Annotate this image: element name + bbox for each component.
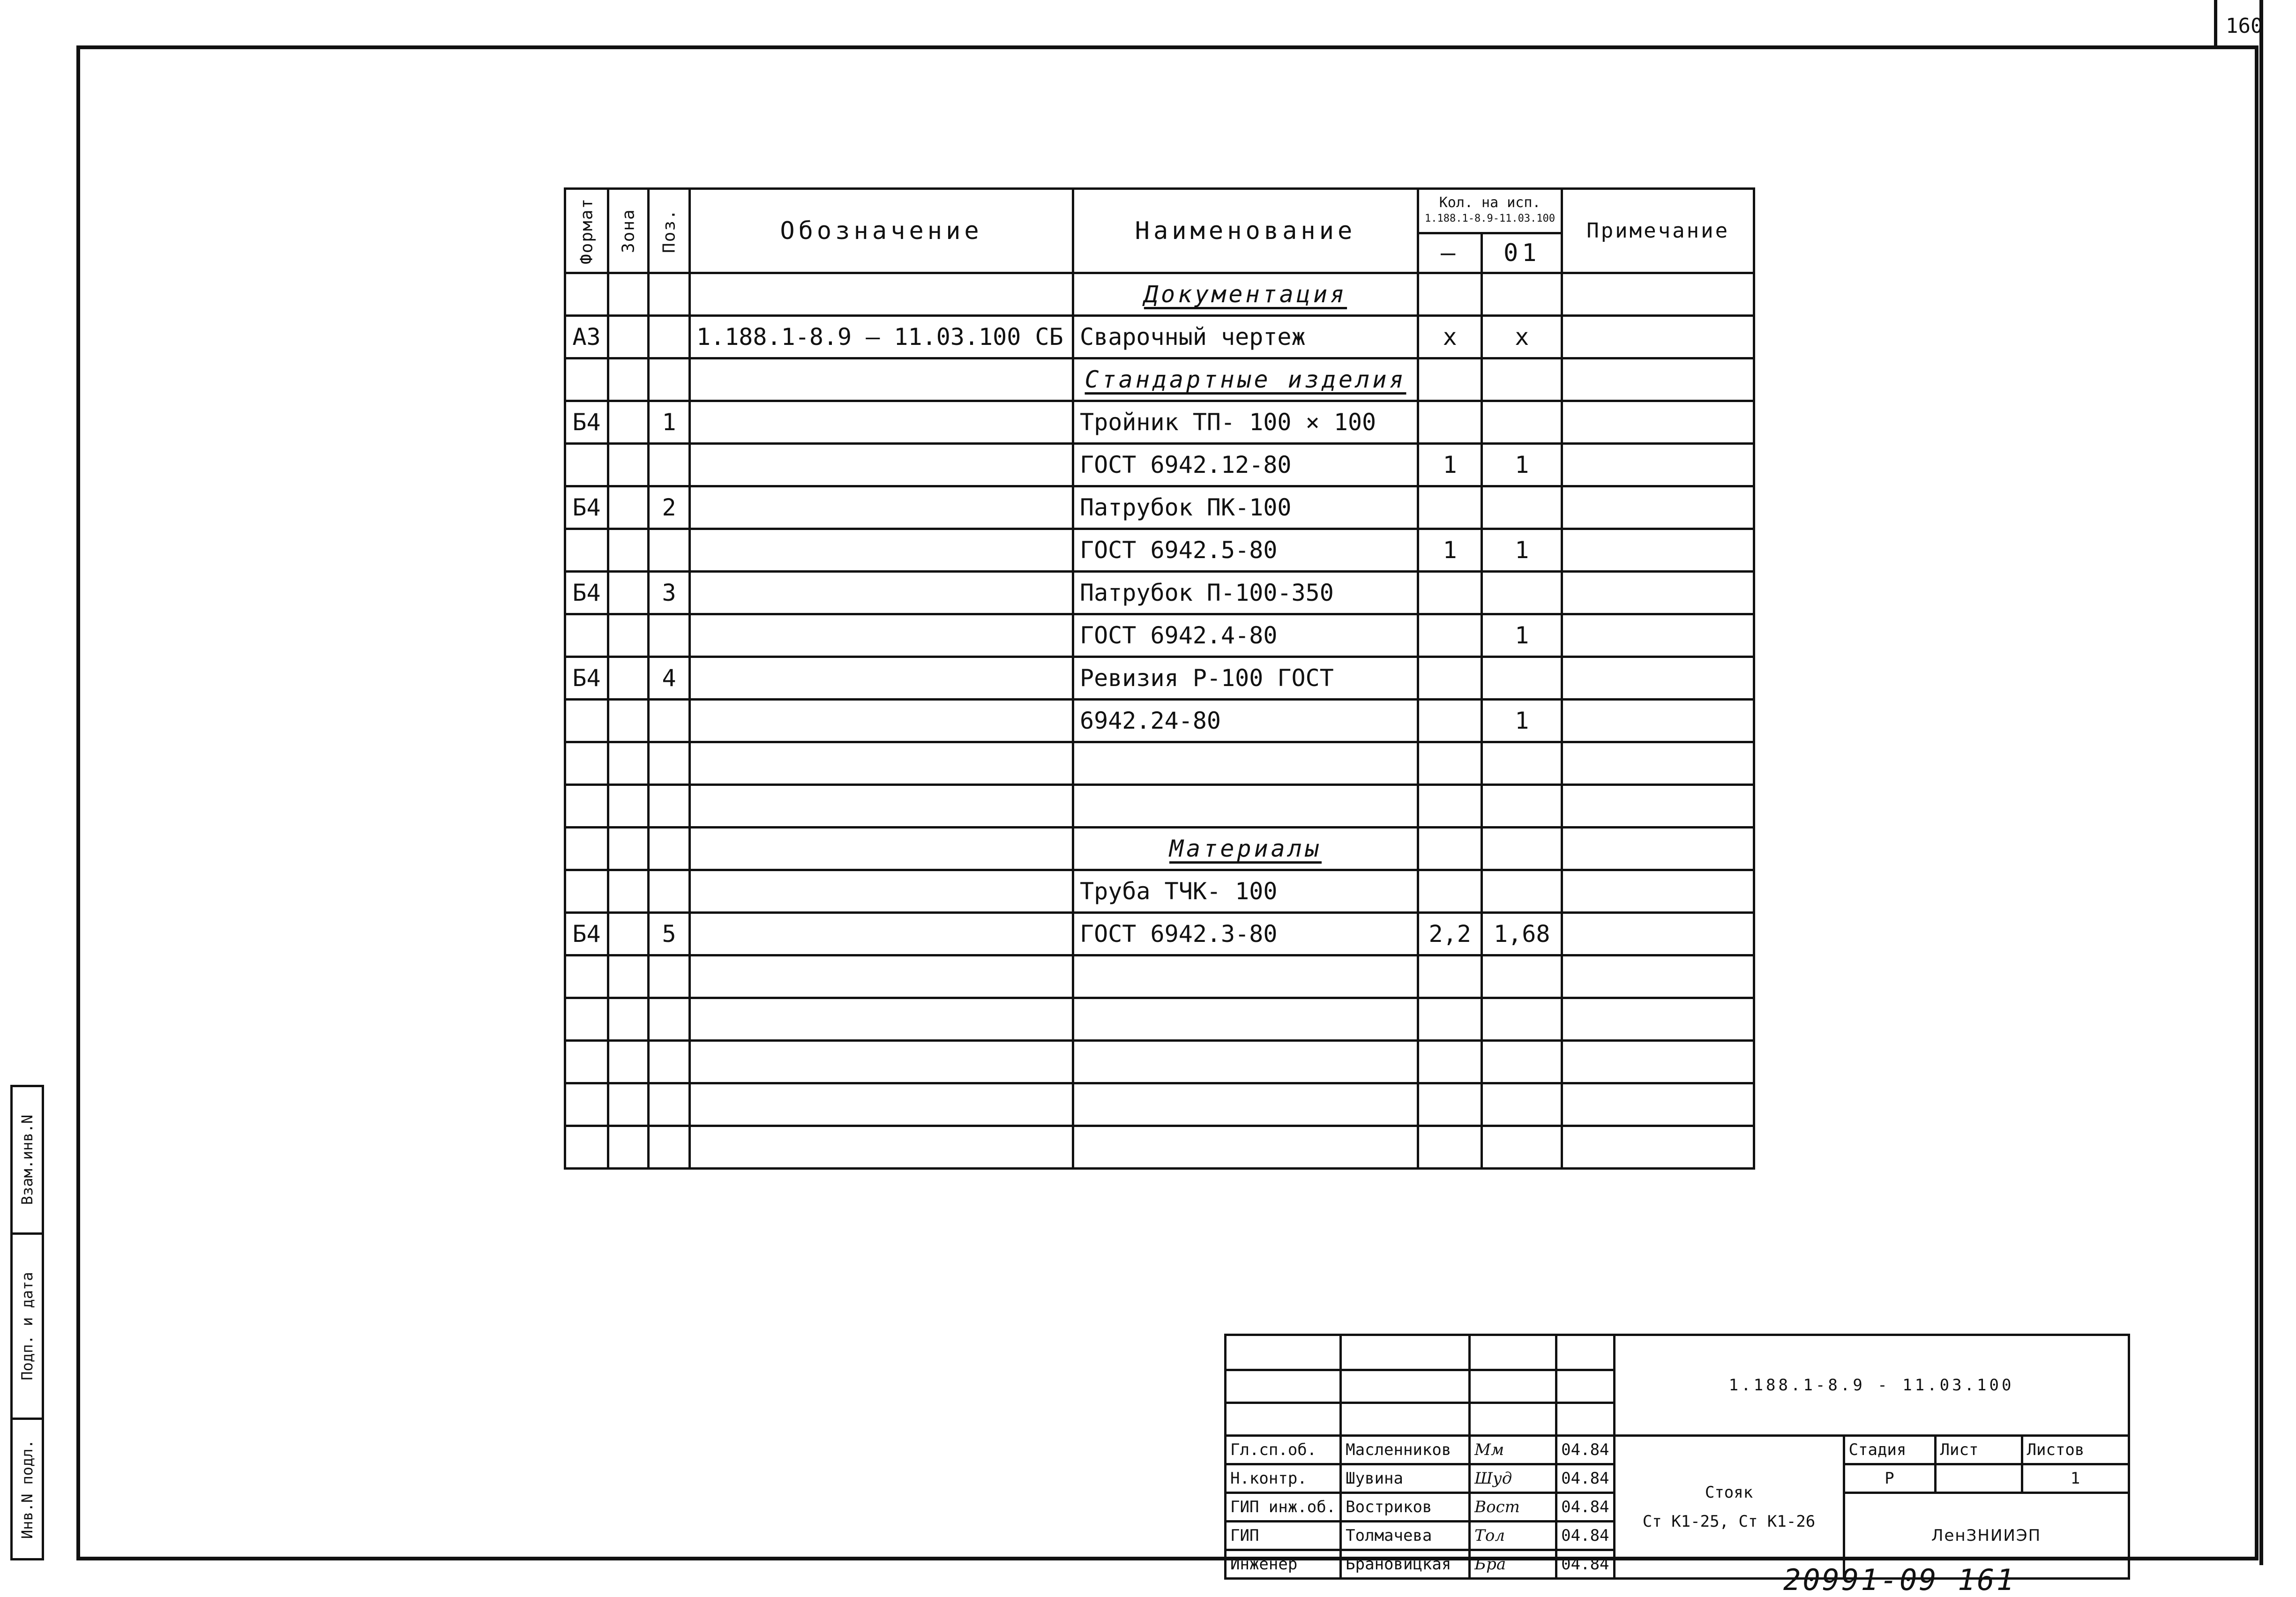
spec-row — [565, 870, 1754, 913]
row-zone — [608, 785, 649, 828]
row-qty2 — [1482, 657, 1562, 700]
row-qty2 — [1482, 955, 1562, 998]
staff-signature: Шуд — [1470, 1464, 1556, 1493]
row-zone — [608, 955, 649, 998]
spec-row — [565, 273, 1754, 316]
spec-row — [565, 572, 1754, 614]
row-designation — [690, 785, 1073, 828]
row-format: А3 — [565, 316, 608, 358]
row-zone — [608, 614, 649, 657]
spec-row — [565, 998, 1754, 1041]
row-note — [1562, 572, 1754, 614]
row-designation — [690, 401, 1073, 444]
row-zone — [608, 1041, 649, 1083]
row-designation — [690, 955, 1073, 998]
row-format — [565, 1083, 608, 1126]
row-qty1 — [1418, 486, 1482, 529]
row-designation — [690, 572, 1073, 614]
row-format: Б4 — [565, 572, 608, 614]
row-format — [565, 955, 608, 998]
row-zone — [608, 657, 649, 700]
spec-row — [565, 742, 1754, 785]
header-qty-col2: 01 — [1482, 233, 1562, 273]
row-qty2: 1 — [1482, 614, 1562, 657]
staff-name: Брановицкая — [1341, 1550, 1470, 1579]
spec-row — [565, 657, 1754, 700]
staff-signature: Вост — [1470, 1493, 1556, 1522]
row-qty1 — [1418, 998, 1482, 1041]
row-pos — [649, 955, 690, 998]
row-format — [565, 1041, 608, 1083]
row-name — [1073, 998, 1418, 1041]
row-format — [565, 444, 608, 486]
row-qty2 — [1482, 785, 1562, 828]
staff-name: Востриков — [1341, 1493, 1470, 1522]
spec-row — [565, 401, 1754, 444]
spec-row — [565, 316, 1754, 358]
row-pos — [649, 358, 690, 401]
row-pos: 2 — [649, 486, 690, 529]
side-vzam-inv: Взам.инв.N — [10, 1085, 44, 1235]
row-note — [1562, 742, 1754, 785]
row-format: Б4 — [565, 913, 608, 955]
row-pos: 1 — [649, 401, 690, 444]
spec-row — [565, 913, 1754, 955]
archive-number: 20991-09 161 — [1783, 1563, 2016, 1597]
sheet-number: 160 — [2226, 14, 2263, 38]
staff-role: Н.контр. — [1226, 1464, 1341, 1493]
row-name: Документация — [1073, 273, 1418, 316]
row-name: Патрубок П-100-350 — [1073, 572, 1418, 614]
spec-table-body — [565, 273, 1754, 1169]
row-name: 6942.24-80 — [1073, 700, 1418, 742]
row-qty1 — [1418, 273, 1482, 316]
row-name: Тройник ТП- 100 × 100 — [1073, 401, 1418, 444]
row-designation — [690, 1041, 1073, 1083]
row-note — [1562, 870, 1754, 913]
row-zone — [608, 1083, 649, 1126]
row-note — [1562, 401, 1754, 444]
row-qty1 — [1418, 401, 1482, 444]
row-pos — [649, 273, 690, 316]
staff-role: Гл.сп.об. — [1226, 1436, 1341, 1464]
row-qty1 — [1418, 1126, 1482, 1169]
stage-value: Р — [1844, 1464, 1935, 1493]
row-qty1 — [1418, 870, 1482, 913]
row-designation — [690, 657, 1073, 700]
row-note — [1562, 828, 1754, 870]
row-qty1 — [1418, 955, 1482, 998]
staff-role: Инженер — [1226, 1550, 1341, 1579]
row-zone — [608, 998, 649, 1041]
row-qty2: 1 — [1482, 444, 1562, 486]
row-designation — [690, 529, 1073, 572]
row-note — [1562, 1126, 1754, 1169]
staff-date: 04.84 — [1556, 1436, 1614, 1464]
row-designation — [690, 700, 1073, 742]
row-zone — [608, 273, 649, 316]
row-pos: 4 — [649, 657, 690, 700]
row-note — [1562, 998, 1754, 1041]
row-format: Б4 — [565, 486, 608, 529]
staff-date: 04.84 — [1556, 1522, 1614, 1550]
row-qty2 — [1482, 742, 1562, 785]
row-name — [1073, 785, 1418, 828]
doc-code: 1.188.1-8.9 - 11.03.100 — [1614, 1335, 2129, 1436]
spec-row — [565, 955, 1754, 998]
staff-signature: Тол — [1470, 1522, 1556, 1550]
row-qty2 — [1482, 828, 1562, 870]
row-format — [565, 529, 608, 572]
title-block — [1224, 1334, 2130, 1580]
header-qty-doc: 1.188.1-8.9-11.03.100 — [1425, 213, 1556, 224]
staff-date: 04.84 — [1556, 1550, 1614, 1579]
row-pos — [649, 1126, 690, 1169]
row-format: Б4 — [565, 657, 608, 700]
row-zone — [608, 316, 649, 358]
drawing-title — [1614, 1436, 1844, 1579]
row-name: Стандартные изделия — [1073, 358, 1418, 401]
row-note — [1562, 273, 1754, 316]
spec-row — [565, 614, 1754, 657]
row-pos — [649, 1083, 690, 1126]
staff-name: Толмачева — [1341, 1522, 1470, 1550]
row-format — [565, 1126, 608, 1169]
sheet-number-box — [2214, 0, 2261, 47]
row-note — [1562, 444, 1754, 486]
row-format — [565, 742, 608, 785]
row-pos — [649, 700, 690, 742]
row-designation — [690, 358, 1073, 401]
row-qty1 — [1418, 1083, 1482, 1126]
row-qty2 — [1482, 358, 1562, 401]
title-line1: Стояк — [1705, 1483, 1753, 1502]
row-name — [1073, 1041, 1418, 1083]
row-pos — [649, 614, 690, 657]
sheets-value: 1 — [2022, 1464, 2129, 1493]
row-pos — [649, 742, 690, 785]
row-name: ГОСТ 6942.3-80 — [1073, 913, 1418, 955]
staff-name: Шувина — [1341, 1464, 1470, 1493]
staff-date: 04.84 — [1556, 1464, 1614, 1493]
row-designation — [690, 1126, 1073, 1169]
staff-date: 04.84 — [1556, 1493, 1614, 1522]
row-zone — [608, 870, 649, 913]
row-designation — [690, 828, 1073, 870]
row-name: Ревизия Р-100 ГОСТ — [1073, 657, 1418, 700]
row-pos — [649, 998, 690, 1041]
row-qty2: х — [1482, 316, 1562, 358]
row-qty1: 2,2 — [1418, 913, 1482, 955]
row-qty1 — [1418, 742, 1482, 785]
row-designation — [690, 273, 1073, 316]
staff-role: ГИП инж.об. — [1226, 1493, 1341, 1522]
sheets-label: Листов — [2022, 1436, 2129, 1464]
row-designation — [690, 614, 1073, 657]
row-pos — [649, 444, 690, 486]
row-note — [1562, 955, 1754, 998]
row-note — [1562, 614, 1754, 657]
spec-row — [565, 1126, 1754, 1169]
row-zone — [608, 358, 649, 401]
row-designation — [690, 444, 1073, 486]
row-note — [1562, 657, 1754, 700]
row-name: ГОСТ 6942.5-80 — [1073, 529, 1418, 572]
spec-row — [565, 1041, 1754, 1083]
spec-row — [565, 700, 1754, 742]
row-qty2 — [1482, 1041, 1562, 1083]
row-qty1 — [1418, 785, 1482, 828]
staff-role: ГИП — [1226, 1522, 1341, 1550]
row-pos — [649, 316, 690, 358]
row-qty2: 1 — [1482, 700, 1562, 742]
row-qty1: х — [1418, 316, 1482, 358]
row-format — [565, 828, 608, 870]
row-zone — [608, 444, 649, 486]
row-qty2 — [1482, 998, 1562, 1041]
row-qty2: 1,68 — [1482, 913, 1562, 955]
side-podp-data: Подп. и дата — [10, 1232, 44, 1420]
row-designation: 1.188.1-8.9 – 11.03.100 СБ — [690, 316, 1073, 358]
row-qty2 — [1482, 1083, 1562, 1126]
row-note — [1562, 1083, 1754, 1126]
spec-row — [565, 486, 1754, 529]
title-line2: Ст К1-25, Ст К1-26 — [1642, 1512, 1816, 1531]
row-note — [1562, 785, 1754, 828]
row-name — [1073, 1083, 1418, 1126]
header-zone: Зона — [608, 189, 649, 273]
row-name: ГОСТ 6942.4-80 — [1073, 614, 1418, 657]
header-qty — [1418, 189, 1562, 233]
row-designation — [690, 913, 1073, 955]
row-qty2 — [1482, 572, 1562, 614]
row-qty1 — [1418, 572, 1482, 614]
row-qty1: 1 — [1418, 529, 1482, 572]
row-name: Материалы — [1073, 828, 1418, 870]
row-qty2 — [1482, 401, 1562, 444]
row-qty2 — [1482, 273, 1562, 316]
spec-row — [565, 1083, 1754, 1126]
row-qty1 — [1418, 657, 1482, 700]
staff-signature: Мм — [1470, 1436, 1556, 1464]
row-pos — [649, 1041, 690, 1083]
row-format — [565, 358, 608, 401]
row-pos — [649, 870, 690, 913]
row-format: Б4 — [565, 401, 608, 444]
row-note — [1562, 1041, 1754, 1083]
row-name: Патрубок ПК-100 — [1073, 486, 1418, 529]
spec-row — [565, 358, 1754, 401]
row-name — [1073, 1126, 1418, 1169]
row-note — [1562, 316, 1754, 358]
spec-row — [565, 529, 1754, 572]
row-designation — [690, 998, 1073, 1041]
side-inv-podl: Инв.N подл. — [10, 1418, 44, 1560]
spec-row — [565, 444, 1754, 486]
header-designation: Обозначение — [690, 189, 1073, 273]
row-designation — [690, 1083, 1073, 1126]
row-name: Сварочный чертеж — [1073, 316, 1418, 358]
row-format — [565, 614, 608, 657]
row-qty2 — [1482, 870, 1562, 913]
sheet-value — [1935, 1464, 2022, 1493]
frame-right-edge — [2259, 0, 2263, 1565]
row-zone — [608, 913, 649, 955]
header-note: Примечание — [1562, 189, 1754, 273]
row-zone — [608, 572, 649, 614]
row-qty1 — [1418, 1041, 1482, 1083]
row-name: ГОСТ 6942.12-80 — [1073, 444, 1418, 486]
row-zone — [608, 486, 649, 529]
row-zone — [608, 828, 649, 870]
row-note — [1562, 529, 1754, 572]
header-qty-label: Кол. на исп. — [1439, 194, 1541, 211]
row-designation — [690, 742, 1073, 785]
row-pos: 5 — [649, 913, 690, 955]
row-format — [565, 870, 608, 913]
row-qty2 — [1482, 486, 1562, 529]
row-format — [565, 785, 608, 828]
row-format — [565, 273, 608, 316]
row-pos: 3 — [649, 572, 690, 614]
row-note — [1562, 486, 1754, 529]
row-qty1: 1 — [1418, 444, 1482, 486]
row-designation — [690, 870, 1073, 913]
sheet-label: Лист — [1935, 1436, 2022, 1464]
specification-table — [564, 187, 1755, 1170]
row-qty1 — [1418, 828, 1482, 870]
row-note — [1562, 913, 1754, 955]
row-qty1 — [1418, 614, 1482, 657]
row-format — [565, 700, 608, 742]
header-qty-col1: — — [1418, 233, 1482, 273]
header-name: Наименование — [1073, 189, 1418, 273]
row-note — [1562, 700, 1754, 742]
spec-row — [565, 828, 1754, 870]
row-name — [1073, 742, 1418, 785]
header-format: Формат — [565, 189, 608, 273]
row-qty1 — [1418, 700, 1482, 742]
organization: ЛенЗНИИЭП — [1844, 1493, 2129, 1579]
row-zone — [608, 1126, 649, 1169]
row-pos — [649, 785, 690, 828]
header-pos: Поз. — [649, 189, 690, 273]
row-zone — [608, 401, 649, 444]
row-pos — [649, 828, 690, 870]
row-name — [1073, 955, 1418, 998]
row-qty2 — [1482, 1126, 1562, 1169]
stage-label: Стадия — [1844, 1436, 1935, 1464]
row-zone — [608, 700, 649, 742]
row-designation — [690, 486, 1073, 529]
row-format — [565, 998, 608, 1041]
row-name: Труба ТЧК- 100 — [1073, 870, 1418, 913]
row-qty1 — [1418, 358, 1482, 401]
row-zone — [608, 742, 649, 785]
staff-name: Масленников — [1341, 1436, 1470, 1464]
row-zone — [608, 529, 649, 572]
row-pos — [649, 529, 690, 572]
spec-row — [565, 785, 1754, 828]
staff-signature: Бра — [1470, 1550, 1556, 1579]
row-note — [1562, 358, 1754, 401]
row-qty2: 1 — [1482, 529, 1562, 572]
